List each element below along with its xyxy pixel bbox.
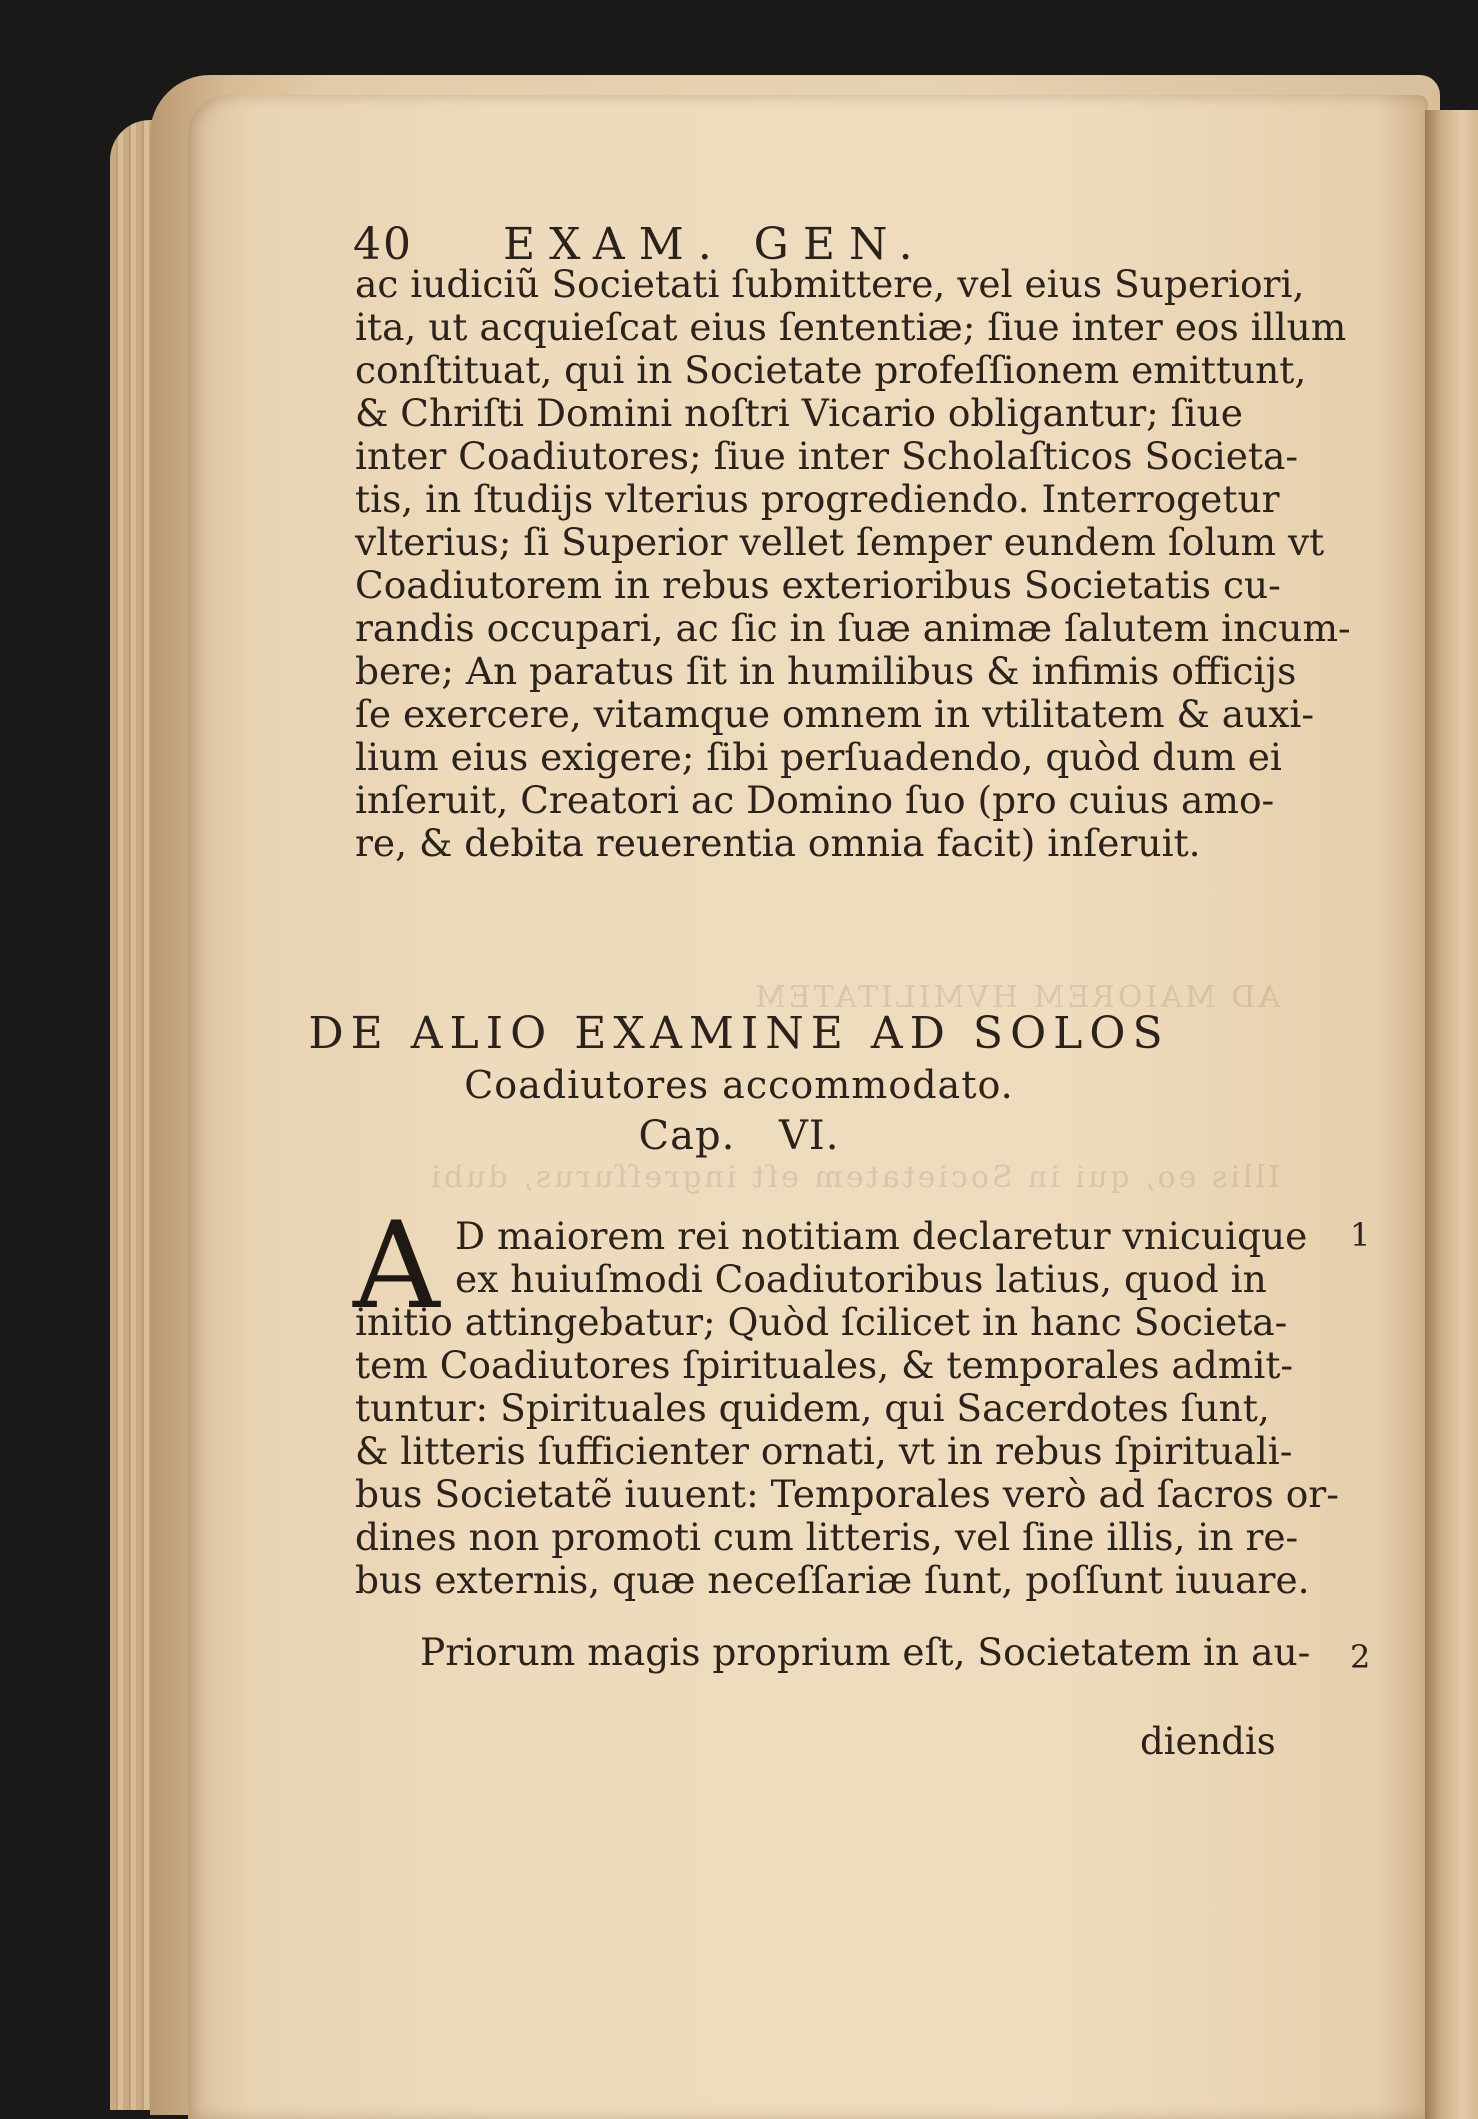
body-line: ex huiuſmodi Coadiutoribus latius, quod in <box>455 1257 1267 1301</box>
page-number: 40 <box>353 219 413 270</box>
body-line: ita, ut acquieſcat eius ſententiæ; ſiue inter eos illum <box>355 305 1347 349</box>
chapter-subheading: Coadiutores accommodato. <box>464 1063 1014 1107</box>
body-line: initio attingebatur; Quòd ſcilicet in hanc Societa- <box>355 1300 1288 1344</box>
body-line: bus externis, quæ neceſſariæ ſunt, poſſunt iuuare. <box>355 1558 1310 1602</box>
body-line: vlterius; ſi Superior vellet ſemper eundem ſolum vt <box>355 520 1325 564</box>
body-line: & Chriſti Domini noſtri Vicario obligantur; ſiue <box>355 391 1243 435</box>
body-line: re, & debita reuerentia omnia facit) inſeruit. <box>355 821 1201 865</box>
body-line: tuntur: Spirituales quidem, qui Sacerdotes ſunt, <box>355 1386 1270 1430</box>
body-line: D maiorem rei notitiam declaretur vnicuique <box>455 1214 1308 1258</box>
body-line: randis occupari, ac ſic in ſuæ animæ ſalutem incum- <box>355 606 1351 650</box>
show-through-text: Illis eo, qui in Societatem eſt ingreſſurus, dubi <box>428 1160 1280 1195</box>
running-title: EXAM. GEN. <box>503 219 927 270</box>
body-line: ac iudiciũ Societati ſubmittere, vel eius Superiori, <box>355 262 1305 306</box>
body-line: Priorum magis proprium eſt, Societatem in au- <box>420 1630 1311 1674</box>
body-line: inter Coadiutores; ſiue inter Scholaſticos Societa- <box>355 434 1298 478</box>
body-line: tem Coadiutores ſpirituales, & temporales admit- <box>355 1343 1294 1387</box>
body-line: tis, in ſtudijs vlterius progrediendo. Interrogetur <box>355 477 1280 521</box>
body-line: Coadiutorem in rebus exterioribus Societatis cu- <box>355 563 1281 607</box>
body-line: dines non promoti cum litteris, vel ſine illis, in re- <box>355 1515 1299 1559</box>
show-through-text: AD MAIOREM HVMILITATEM <box>751 980 1280 1015</box>
chapter-number: Cap. VI. <box>638 1113 840 1159</box>
body-line: bus Societatẽ iuuent: Temporales verò ad ſacros or- <box>355 1472 1339 1516</box>
body-line: conſtituat, qui in Societate profeſſionem emittunt, <box>355 348 1307 392</box>
body-line: inſeruit, Creatori ac Domino ſuo (pro cuius amo- <box>355 778 1275 822</box>
body-line: lium eius exigere; ſibi perſuadendo, quòd dum ei <box>355 735 1282 779</box>
body-line: bere; An paratus ſit in humilibus & infimis officijs <box>355 649 1297 693</box>
chapter-heading: DE ALIO EXAMINE AD SOLOS <box>308 1008 1170 1059</box>
body-line: & litteris ſufficienter ornati, vt in rebus ſpirituali- <box>355 1429 1293 1473</box>
margin-number: 2 <box>1350 1638 1371 1676</box>
drop-capital: A <box>353 1197 440 1336</box>
body-line: ſe exercere, vitamque omnem in vtilitatem & auxi- <box>355 692 1315 736</box>
catchword: diendis <box>1140 1720 1276 1763</box>
margin-number: 1 <box>1350 1216 1371 1254</box>
